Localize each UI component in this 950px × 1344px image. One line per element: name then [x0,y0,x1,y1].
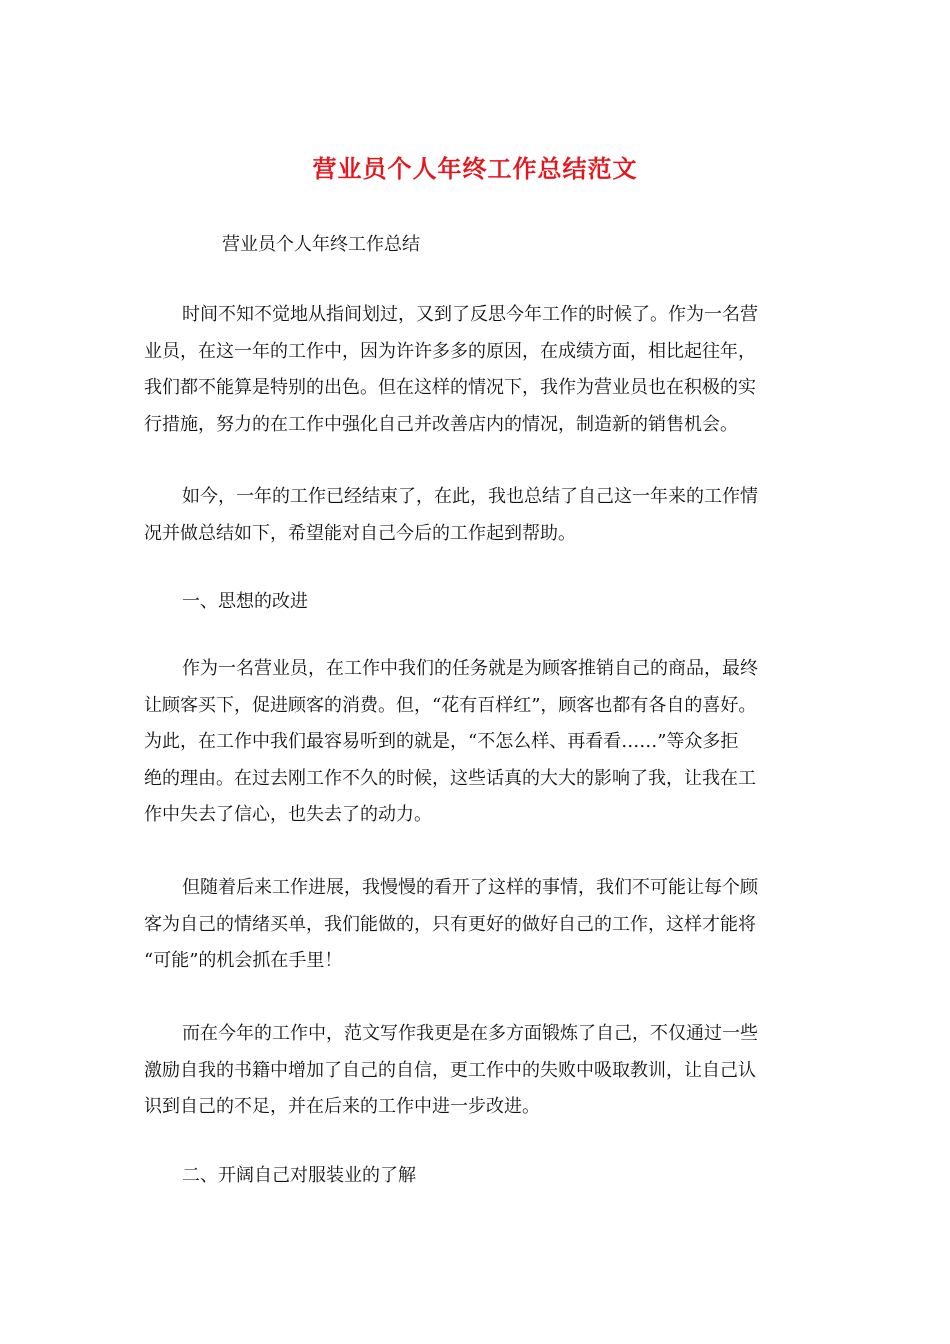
paragraph-line: 识到自己的不足，并在后来的工作中进一步改进。 [144,1096,540,1117]
paragraph-line: 绝的理由。在过去刚工作不久的时候，这些话真的大大的影响了我，让我在工 [144,767,756,789]
paragraph-3 [144,651,810,834]
paragraph-line: 行措施，努力的在工作中强化自己并改善店内的情况，制造新的销售机会。 [144,413,738,435]
paragraph-2 [144,479,810,552]
paragraph-line: 激励自我的书籍中增加了自己的自信，更工作中的失败中吸取教训，让自己认 [144,1059,756,1081]
paragraph-line: 为此，在工作中我们最容易听到的就是，“不怎么样、再看看……”等众多拒 [144,731,739,752]
paragraph-line: 业员，在这一年的工作中，因为许许多多的原因，在成绩方面，相比起往年， [144,340,756,362]
paragraph-4 [144,870,810,980]
document-subtitle: 营业员个人年终工作总结 [222,234,420,255]
paragraph-line: “可能”的机会抓在手里！ [144,950,343,971]
paragraph-line: 如今，一年的工作已经结束了，在此，我也总结了自己这一年来的工作情 [182,486,758,507]
paragraph-line: 作为一名营业员，在工作中我们的任务就是为顾客推销自己的商品，最终 [182,658,758,679]
paragraph-line: 而在今年的工作中，范文写作我更是在多方面锻炼了自己，不仅通过一些 [182,1023,758,1044]
paragraph-1 [144,297,810,443]
paragraph-line: 作中失去了信心，也失去了的动力。 [144,804,432,825]
paragraph-line: 我们都不能算是特别的出色。但在这样的情况下，我作为营业员也在积极的实 [144,377,756,398]
document-title: 营业员个人年终工作总结范文 [312,154,638,183]
paragraph-line: 况并做总结如下，希望能对自己今后的工作起到帮助。 [144,522,576,544]
paragraph-line: 时间不知不觉地从指间划过，又到了反思今年工作的时候了。作为一名营 [182,304,758,325]
paragraph-5 [144,1016,810,1126]
paragraph-line: 但随着后来工作进展，我慢慢的看开了这样的事情，我们不可能让每个顾 [182,877,758,898]
section-heading-2: 二、开阔自己对服装业的了解 [182,1165,416,1186]
section-heading-1: 一、思想的改进 [182,591,308,612]
paragraph-line: 客为自己的情绪买单，我们能做的，只有更好的做好自己的工作，这样才能将 [144,913,756,935]
paragraph-line: 让顾客买下，促进顾客的消费。但，“花有百样红”，顾客也都有各自的喜好。 [144,694,757,716]
